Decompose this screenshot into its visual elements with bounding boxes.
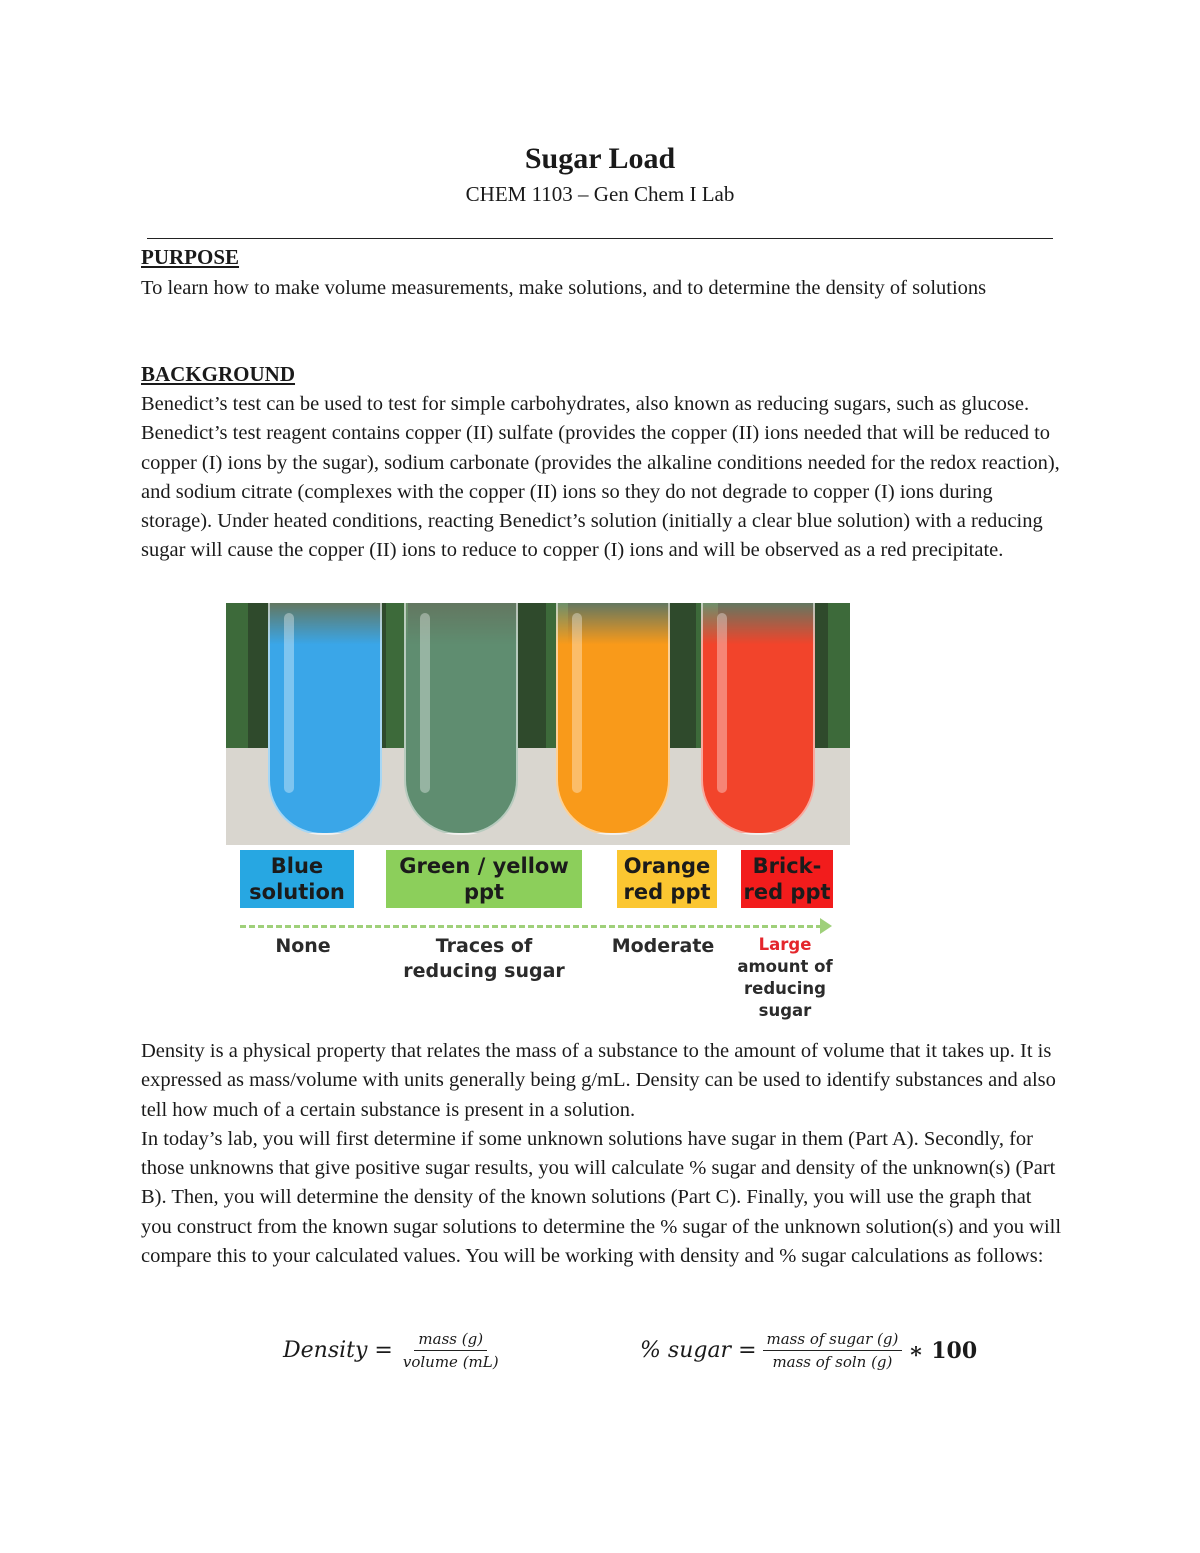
density-fraction — [399, 1330, 503, 1371]
test-tube-green — [404, 603, 518, 835]
amount-line: sugar — [758, 1001, 812, 1020]
percent-sugar-numerator: mass of sugar (g) — [763, 1330, 903, 1351]
benedicts-test-photo — [226, 603, 850, 845]
amount-line: reducing sugar — [403, 960, 565, 982]
document-subtitle: CHEM 1103 – Gen Chem I Lab — [465, 182, 735, 206]
amount-line: None — [275, 935, 331, 957]
header-divider — [147, 238, 1053, 239]
background-text — [141, 390, 1066, 566]
purpose-text — [141, 274, 1066, 303]
label-line: ppt — [463, 880, 505, 904]
document-title: Sugar Load — [524, 142, 676, 175]
test-tube-orange — [556, 603, 670, 835]
percent-sugar-multiplier: ∗ 100 — [908, 1337, 978, 1364]
purpose-paragraph: To learn how to make volume measurements, make solutions, and to determine the density of solutions — [141, 277, 987, 299]
density-formula — [283, 1330, 509, 1371]
purpose-heading: PURPOSE — [141, 245, 240, 269]
percent-sugar-formula — [640, 1330, 977, 1371]
test-tube-red — [701, 603, 815, 835]
label-line: red ppt — [743, 880, 831, 904]
amount-line: Moderate — [611, 935, 715, 957]
density-paragraph-1: Density is a physical property that relates the mass of a substance to the amount of volume that it takes up. It is expressed as mass/volume with units generally being g/mL. Density can be used to identify substances and also tell how much of a certain substance is present in a solution. — [141, 1040, 1056, 1121]
amount-none — [243, 934, 363, 959]
label-line: Green / yellow — [399, 854, 569, 878]
rack-post — [226, 603, 248, 753]
percent-sugar-lhs: % sugar = — [640, 1338, 757, 1363]
amount-large — [730, 934, 840, 1022]
label-line: red ppt — [623, 880, 711, 904]
percent-sugar-denominator: mass of soln (g) — [772, 1353, 893, 1371]
amount-line: Traces of — [435, 935, 533, 957]
label-line: Brick- — [752, 854, 822, 878]
test-tube-blue — [268, 603, 382, 835]
rack-post — [828, 603, 850, 753]
amount-line: Large — [758, 935, 812, 954]
density-text — [141, 1037, 1066, 1271]
amount-traces — [399, 934, 569, 984]
amount-line: amount of — [737, 957, 833, 976]
density-paragraph-2: In today’s lab, you will first determine if some unknown solutions have sugar in them (Part A). Secondly, for those unknowns that give positive sugar results, you will calculate % sugar and density of the unknown(s) (Part B). Then, you will determine the density of the known solutions (Part C). Finally, you will use the graph that you construct from the known sugar solutions to determine the % sugar of the unknown solution(s) and you will compare this to your calculated values. You will be working with density and % sugar calculations as follows: — [141, 1127, 1062, 1268]
background-heading: BACKGROUND — [141, 362, 296, 386]
background-paragraph: Benedict’s test can be used to test for simple carbohydrates, also known as reducing sugars, such as glucose. Benedict’s test reagent contains copper (II) sulfate (provides the copper (II) ions needed that will be reduced to copper (I) ions by the sugar), sodium carbonate (provides the alkaline conditions needed for the redox reaction), and sodium citrate (complexes with the copper (II) ions so they do not degrade to copper (I) ions during storage). Under heated conditions, reacting Benedict’s solution (initially a clear blue solution) with a reducing sugar will cause the copper (II) ions to reduce to copper (I) ions and will be observed as a red precipitate. — [141, 393, 1060, 562]
label-line: Orange — [623, 854, 711, 878]
label-line: solution — [249, 880, 345, 904]
label-blue-solution — [240, 850, 354, 908]
amount-line: reducing — [744, 979, 826, 998]
gradient-arrow-line — [240, 925, 822, 928]
label-orange-red-ppt — [617, 850, 717, 908]
density-numerator: mass (g) — [414, 1330, 487, 1351]
density-formula-lhs: Density = — [283, 1338, 393, 1363]
label-line: Blue — [270, 854, 324, 878]
label-green-yellow-ppt — [386, 850, 582, 908]
arrow-right-icon — [820, 918, 832, 934]
amount-moderate — [604, 934, 722, 959]
density-denominator: volume (mL) — [402, 1353, 499, 1371]
percent-sugar-fraction — [763, 1330, 903, 1371]
label-brick-red-ppt — [741, 850, 833, 908]
